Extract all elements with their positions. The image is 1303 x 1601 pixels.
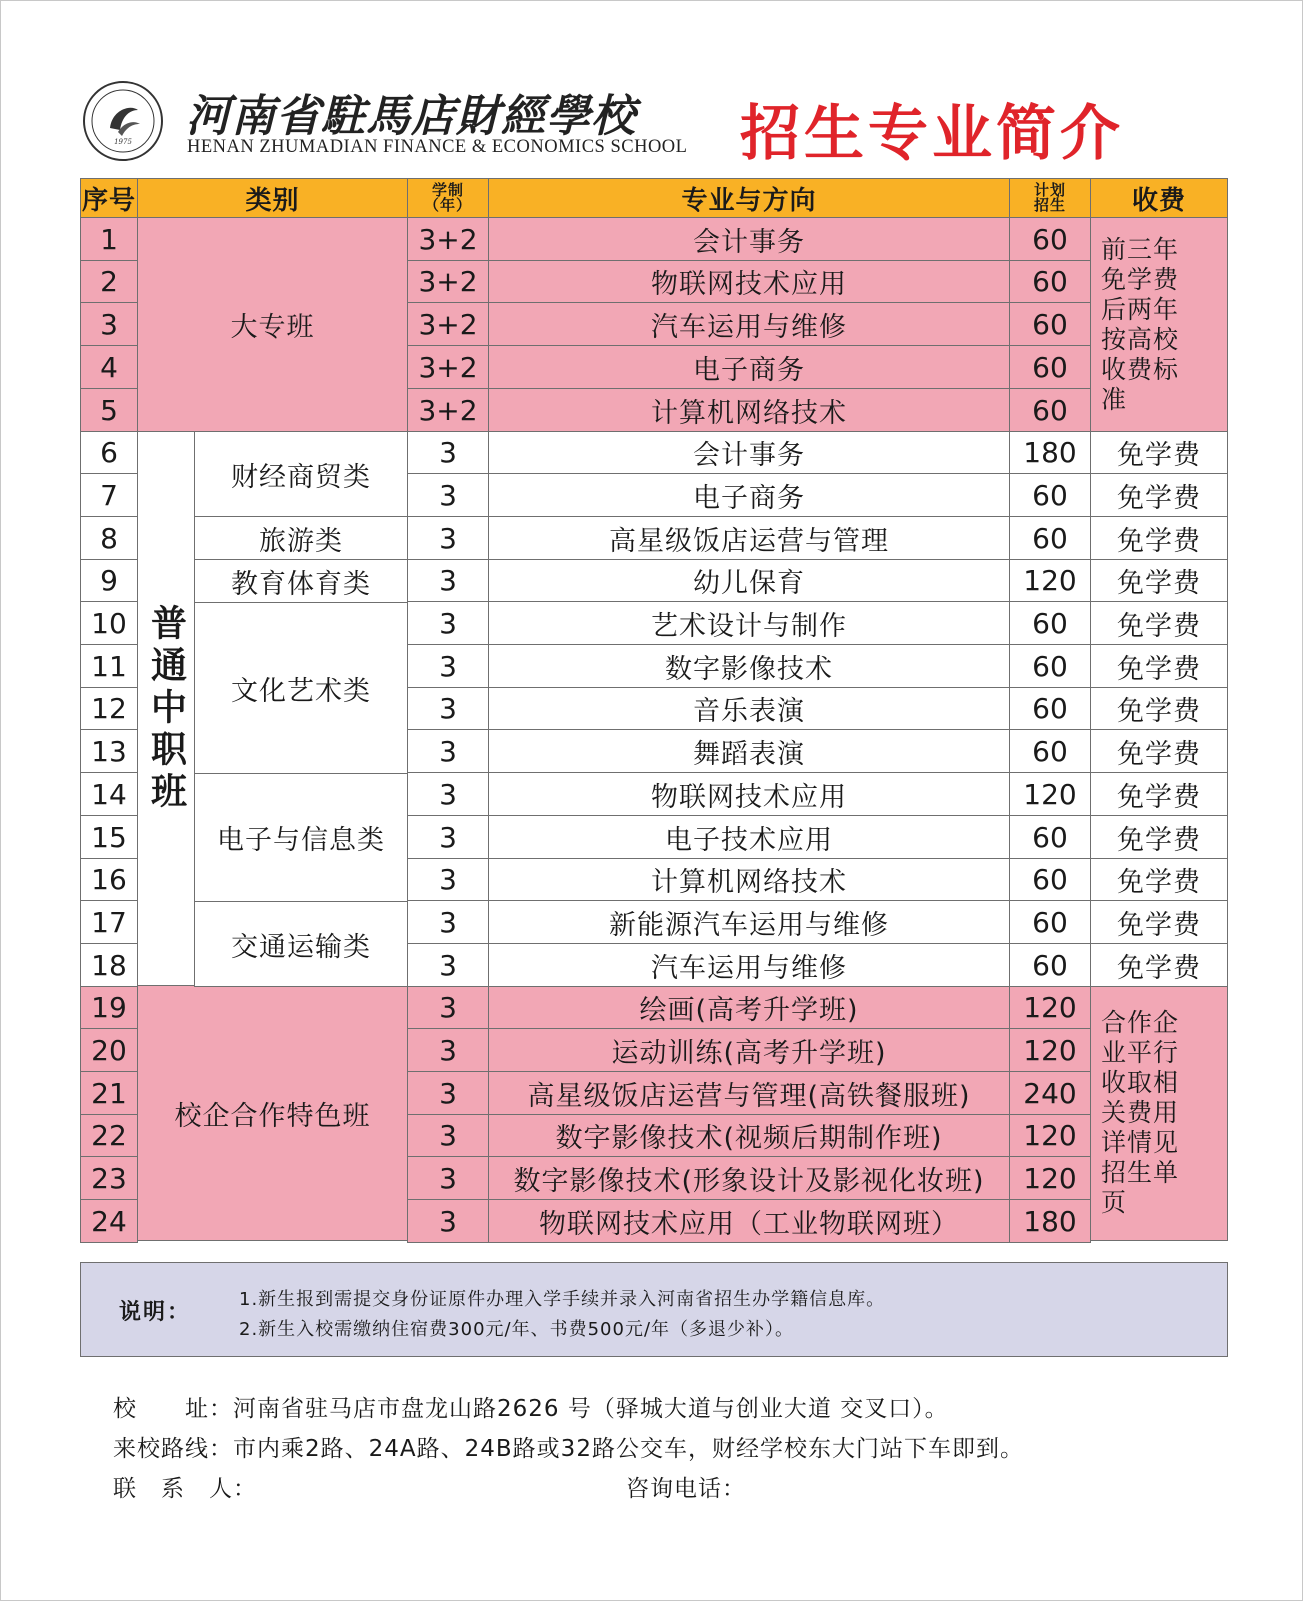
row-major: 物联网技术应用 bbox=[488, 772, 1010, 816]
row-major: 运动训练(高考升学班) bbox=[488, 1028, 1010, 1072]
row-number: 17 bbox=[80, 900, 138, 944]
row-plan: 60 bbox=[1009, 516, 1091, 560]
address-line bbox=[113, 1390, 949, 1423]
row-plan: 120 bbox=[1009, 559, 1091, 602]
row-years: 3 bbox=[407, 1199, 489, 1243]
phone-label: 咨询电话： bbox=[626, 1476, 746, 1502]
school-logo bbox=[82, 80, 164, 162]
row-major: 数字影像技术 bbox=[488, 644, 1010, 688]
row-major: 会计事务 bbox=[488, 217, 1010, 261]
row-major: 汽车运用与维修 bbox=[488, 302, 1010, 346]
row-years: 3 bbox=[407, 1071, 489, 1115]
contact-label: 联 系 人： bbox=[113, 1476, 257, 1502]
row-number: 12 bbox=[80, 687, 138, 730]
subcategory-dianzi: 电子与信息类 bbox=[194, 773, 408, 902]
notes-label: 说明： bbox=[119, 1300, 192, 1325]
route-label: 来校路线： bbox=[113, 1436, 233, 1462]
group-xiaoqi: 校企合作特色班 bbox=[137, 985, 408, 1241]
row-major: 新能源汽车运用与维修 bbox=[488, 900, 1010, 944]
row-plan: 60 bbox=[1009, 302, 1091, 346]
header-fee: 收费 bbox=[1090, 178, 1228, 218]
row-number: 9 bbox=[80, 559, 138, 602]
row-fee: 免学费 bbox=[1090, 431, 1228, 474]
row-years: 3 bbox=[407, 601, 489, 645]
row-plan: 60 bbox=[1009, 345, 1091, 389]
row-number: 24 bbox=[80, 1199, 138, 1243]
fee-note-dazhuan bbox=[1090, 217, 1228, 432]
row-years: 3 bbox=[407, 559, 489, 602]
row-fee: 免学费 bbox=[1090, 473, 1228, 517]
row-years: 3+2 bbox=[407, 302, 489, 346]
group-dazhuan: 大专班 bbox=[137, 217, 408, 432]
header-years-top: 学制 bbox=[431, 181, 464, 199]
row-fee: 免学费 bbox=[1090, 772, 1228, 816]
row-number: 19 bbox=[80, 986, 138, 1029]
row-number: 10 bbox=[80, 601, 138, 645]
school-name-en: HENAN ZHUMADIAN FINANCE & ECONOMICS SCHOOL bbox=[187, 137, 688, 157]
notes-line-2: 2.新生入校需缴纳住宿费300元/年、书费500元/年（多退少补）。 bbox=[239, 1319, 795, 1340]
row-major: 舞蹈表演 bbox=[488, 729, 1010, 773]
row-years: 3 bbox=[407, 1028, 489, 1072]
header-major: 专业与方向 bbox=[488, 178, 1010, 218]
row-fee: 免学费 bbox=[1090, 687, 1228, 730]
address-label: 校 址： bbox=[113, 1396, 233, 1422]
address-text: 河南省驻马店市盘龙山路2626 号（驿城大道与创业大道 交叉口）。 bbox=[233, 1396, 949, 1422]
row-plan: 60 bbox=[1009, 644, 1091, 688]
header-category: 类别 bbox=[137, 178, 408, 218]
row-years: 3 bbox=[407, 516, 489, 560]
row-plan: 120 bbox=[1009, 1156, 1091, 1200]
row-plan: 60 bbox=[1009, 729, 1091, 773]
subcategory-jiaotong: 交通运输类 bbox=[194, 901, 408, 987]
row-number: 3 bbox=[80, 302, 138, 346]
row-number: 23 bbox=[80, 1156, 138, 1200]
row-number: 2 bbox=[80, 260, 138, 303]
subcategory-lvyou: 旅游类 bbox=[194, 516, 408, 560]
row-plan: 120 bbox=[1009, 986, 1091, 1029]
row-major: 计算机网络技术 bbox=[488, 858, 1010, 901]
row-fee: 免学费 bbox=[1090, 815, 1228, 859]
row-major: 汽车运用与维修 bbox=[488, 943, 1010, 987]
header-plan-top: 计划 bbox=[1033, 181, 1066, 199]
row-number: 21 bbox=[80, 1071, 138, 1115]
row-number: 13 bbox=[80, 729, 138, 773]
row-major: 高星级饭店运营与管理(高铁餐服班) bbox=[488, 1071, 1010, 1115]
header-plan bbox=[1009, 178, 1091, 218]
row-major: 电子技术应用 bbox=[488, 815, 1010, 859]
row-number: 22 bbox=[80, 1114, 138, 1157]
row-plan: 60 bbox=[1009, 473, 1091, 517]
header-no: 序号 bbox=[80, 178, 138, 218]
row-years: 3 bbox=[407, 729, 489, 773]
row-number: 20 bbox=[80, 1028, 138, 1072]
row-fee: 免学费 bbox=[1090, 601, 1228, 645]
row-plan: 60 bbox=[1009, 601, 1091, 645]
row-major: 音乐表演 bbox=[488, 687, 1010, 730]
row-major: 绘画(高考升学班) bbox=[488, 986, 1010, 1029]
row-years: 3 bbox=[407, 772, 489, 816]
page-title: 招生专业简介 bbox=[740, 99, 1124, 169]
row-plan: 120 bbox=[1009, 1114, 1091, 1157]
row-fee: 免学费 bbox=[1090, 559, 1228, 602]
row-plan: 60 bbox=[1009, 687, 1091, 730]
row-years: 3+2 bbox=[407, 217, 489, 261]
row-major: 高星级饭店运营与管理 bbox=[488, 516, 1010, 560]
row-plan: 60 bbox=[1009, 858, 1091, 901]
row-major: 电子商务 bbox=[488, 345, 1010, 389]
row-major: 幼儿保育 bbox=[488, 559, 1010, 602]
row-years: 3+2 bbox=[407, 260, 489, 303]
row-years: 3 bbox=[407, 1114, 489, 1157]
row-number: 8 bbox=[80, 516, 138, 560]
fee-note-xiaoqi-text: 合作企业平行收取相关费用详情见招生单页 bbox=[1101, 1008, 1180, 1217]
fee-note-xiaoqi bbox=[1090, 985, 1228, 1241]
row-number: 6 bbox=[80, 431, 138, 474]
row-major: 计算机网络技术 bbox=[488, 388, 1010, 432]
row-plan: 240 bbox=[1009, 1071, 1091, 1115]
header-years-bottom: （年） bbox=[423, 196, 472, 214]
row-years: 3 bbox=[407, 1156, 489, 1200]
row-fee: 免学费 bbox=[1090, 900, 1228, 944]
row-number: 7 bbox=[80, 473, 138, 517]
row-major: 会计事务 bbox=[488, 431, 1010, 474]
row-major: 物联网技术应用（工业物联网班） bbox=[488, 1199, 1010, 1243]
row-fee: 免学费 bbox=[1090, 644, 1228, 688]
row-plan: 60 bbox=[1009, 815, 1091, 859]
row-plan: 60 bbox=[1009, 388, 1091, 432]
row-plan: 60 bbox=[1009, 217, 1091, 261]
row-fee: 免学费 bbox=[1090, 943, 1228, 987]
group-zhongzhi: 普通中职班 bbox=[137, 431, 195, 986]
row-fee: 免学费 bbox=[1090, 858, 1228, 901]
row-number: 18 bbox=[80, 943, 138, 987]
row-plan: 60 bbox=[1009, 900, 1091, 944]
row-plan: 180 bbox=[1009, 431, 1091, 474]
row-years: 3 bbox=[407, 858, 489, 901]
row-fee: 免学费 bbox=[1090, 516, 1228, 560]
row-fee: 免学费 bbox=[1090, 729, 1228, 773]
row-years: 3 bbox=[407, 687, 489, 730]
svg-text:1975: 1975 bbox=[114, 138, 132, 146]
row-number: 5 bbox=[80, 388, 138, 432]
notes-panel bbox=[80, 1262, 1228, 1357]
header-years bbox=[407, 178, 489, 218]
row-plan: 60 bbox=[1009, 943, 1091, 987]
row-number: 11 bbox=[80, 644, 138, 688]
row-plan: 120 bbox=[1009, 1028, 1091, 1072]
route-text: 市内乘2路、24A路、24B路或32路公交车，财经学校东大门站下车即到。 bbox=[233, 1436, 1024, 1462]
row-major: 物联网技术应用 bbox=[488, 260, 1010, 303]
row-number: 4 bbox=[80, 345, 138, 389]
row-number: 14 bbox=[80, 772, 138, 816]
route-line bbox=[113, 1430, 1024, 1463]
subcategory-wenhua: 文化艺术类 bbox=[194, 602, 408, 774]
row-years: 3 bbox=[407, 943, 489, 987]
row-years: 3 bbox=[407, 473, 489, 517]
row-years: 3 bbox=[407, 644, 489, 688]
row-years: 3 bbox=[407, 815, 489, 859]
row-years: 3 bbox=[407, 431, 489, 474]
row-plan: 180 bbox=[1009, 1199, 1091, 1243]
row-major: 数字影像技术(视频后期制作班) bbox=[488, 1114, 1010, 1157]
row-years: 3 bbox=[407, 986, 489, 1029]
row-years: 3+2 bbox=[407, 388, 489, 432]
header-plan-bottom: 招生 bbox=[1033, 196, 1066, 214]
row-number: 16 bbox=[80, 858, 138, 901]
row-number: 15 bbox=[80, 815, 138, 859]
subcategory-jiaoyu: 教育体育类 bbox=[194, 559, 408, 603]
row-years: 3+2 bbox=[407, 345, 489, 389]
row-major: 电子商务 bbox=[488, 473, 1010, 517]
row-plan: 60 bbox=[1009, 260, 1091, 303]
enrollment-table bbox=[80, 178, 1228, 1262]
row-plan: 120 bbox=[1009, 772, 1091, 816]
row-number: 1 bbox=[80, 217, 138, 261]
fee-note-dazhuan-text: 前三年免学费后两年按高校收费标准 bbox=[1101, 234, 1180, 414]
row-major: 艺术设计与制作 bbox=[488, 601, 1010, 645]
notes-line-1: 1.新生报到需提交身份证原件办理入学手续并录入河南省招生办学籍信息库。 bbox=[239, 1289, 886, 1310]
row-major: 数字影像技术(形象设计及影视化妆班) bbox=[488, 1156, 1010, 1200]
subcategory-caijing: 财经商贸类 bbox=[194, 431, 408, 517]
school-name-cn: 河南省駐馬店財經學校 bbox=[186, 91, 636, 142]
row-years: 3 bbox=[407, 900, 489, 944]
